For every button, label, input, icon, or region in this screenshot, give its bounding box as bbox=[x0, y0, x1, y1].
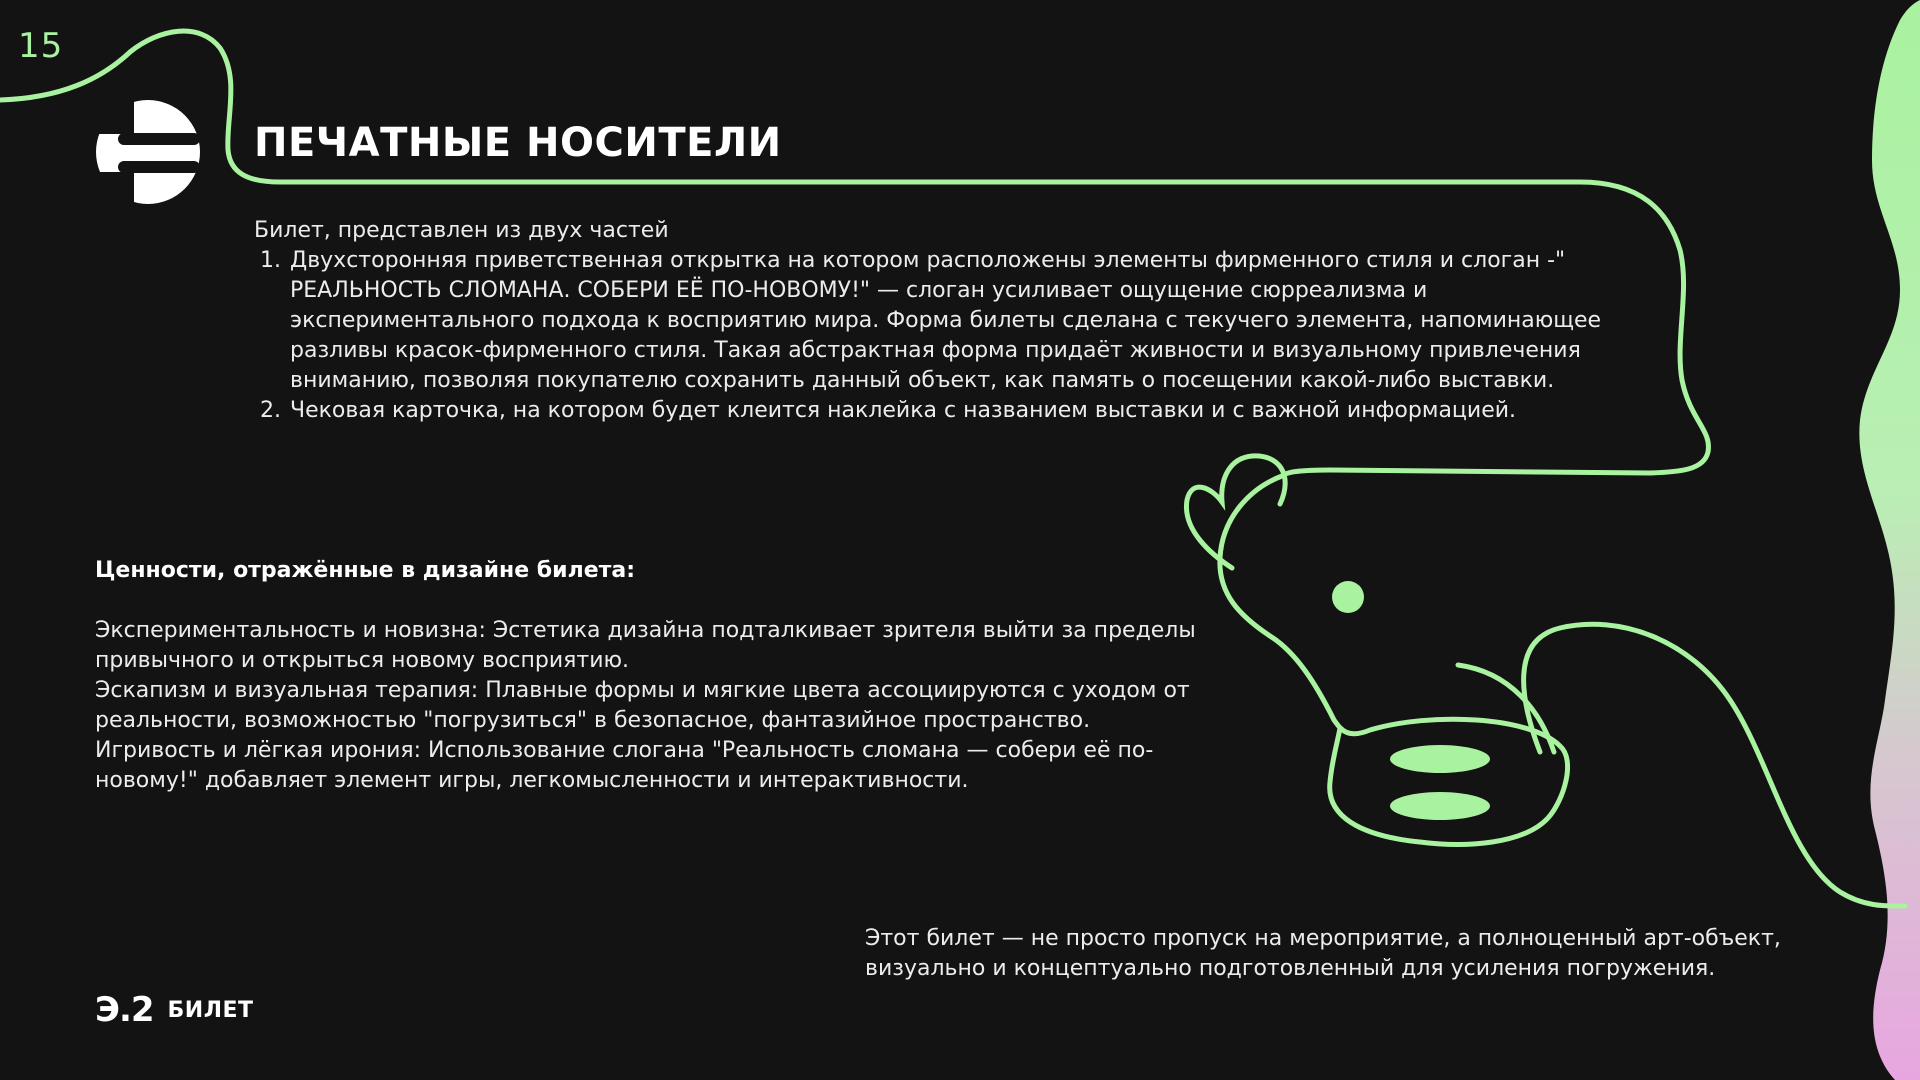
intro-lead: Билет, представлен из двух частей bbox=[254, 218, 669, 243]
values-heading: Ценности, отражённые в дизайне билета: bbox=[95, 558, 636, 583]
values-paragraph: Эскапизм и визуальная терапия: Плавные формы и мягкие цвета ассоциируются с уходом от реальности, возможностью "погрузиться" в безопасное, фантазийное пространство. bbox=[95, 678, 1190, 733]
conclusion-text: Этот билет — не просто пропуск на мероприятие, а полноценный арт-объект, визуально и концептуально подготовленный для усиления погружения. bbox=[865, 926, 1781, 981]
mouth-pill-top bbox=[1390, 745, 1490, 773]
brand-logo bbox=[96, 100, 200, 206]
gradient-blob-right bbox=[1859, 0, 1920, 1080]
values-paragraph: Игривость и лёгкая ирония: Использование слогана "Реальность сломана — собери её по-новому!" добавляет элемент игры, легкомысленности и интерактивности. bbox=[95, 738, 1154, 793]
creature-eye bbox=[1332, 581, 1364, 613]
creature-tail bbox=[1524, 624, 1905, 906]
mouth-pill-bottom bbox=[1390, 792, 1490, 820]
creature-fin bbox=[1458, 665, 1554, 752]
page-title: ПЕЧАТНЫЕ НОСИТЕЛИ bbox=[254, 120, 782, 166]
values-paragraph: Экспериментальность и новизна: Эстетика дизайна подталкивает зрителя выйти за пределы привычного и открыться новому восприятию. bbox=[95, 618, 1196, 673]
creature-body bbox=[1220, 476, 1334, 720]
intro-list-item: 2. Чековая карточка, на котором будет клеится наклейка с названием выставки и с важной информацией. bbox=[288, 396, 1614, 426]
values-block bbox=[95, 556, 1205, 796]
intro-list-item: 1. Двухсторонняя приветственная открытка на котором расположены элементы фирменного стиля и слоган -" РЕАЛЬНОСТЬ СЛОМАНА. СОБЕРИ ЕЁ ПО-НОВОМУ!" — слоган усиливает ощущение сюрреализма и экспериментального подхода к восприятию мира. Форма билеты сделана с текучего элемента, напоминающее разливы красок-фирменного стиля. Такая абстрактная форма придаёт живности и визуальному привлечения вниманию, позволяя покупателю сохранить данный объект, как память о посещении какой-либо выставки. bbox=[288, 246, 1614, 396]
footer-section-label bbox=[95, 990, 254, 1030]
page-number: 15 bbox=[18, 26, 64, 66]
intro-block bbox=[254, 216, 1614, 426]
creature-mouth bbox=[1330, 719, 1568, 844]
footer-section-mark: Э.2 bbox=[95, 990, 154, 1030]
intro-list bbox=[254, 246, 1614, 426]
footer-section-title: БИЛЕТ bbox=[167, 997, 254, 1023]
